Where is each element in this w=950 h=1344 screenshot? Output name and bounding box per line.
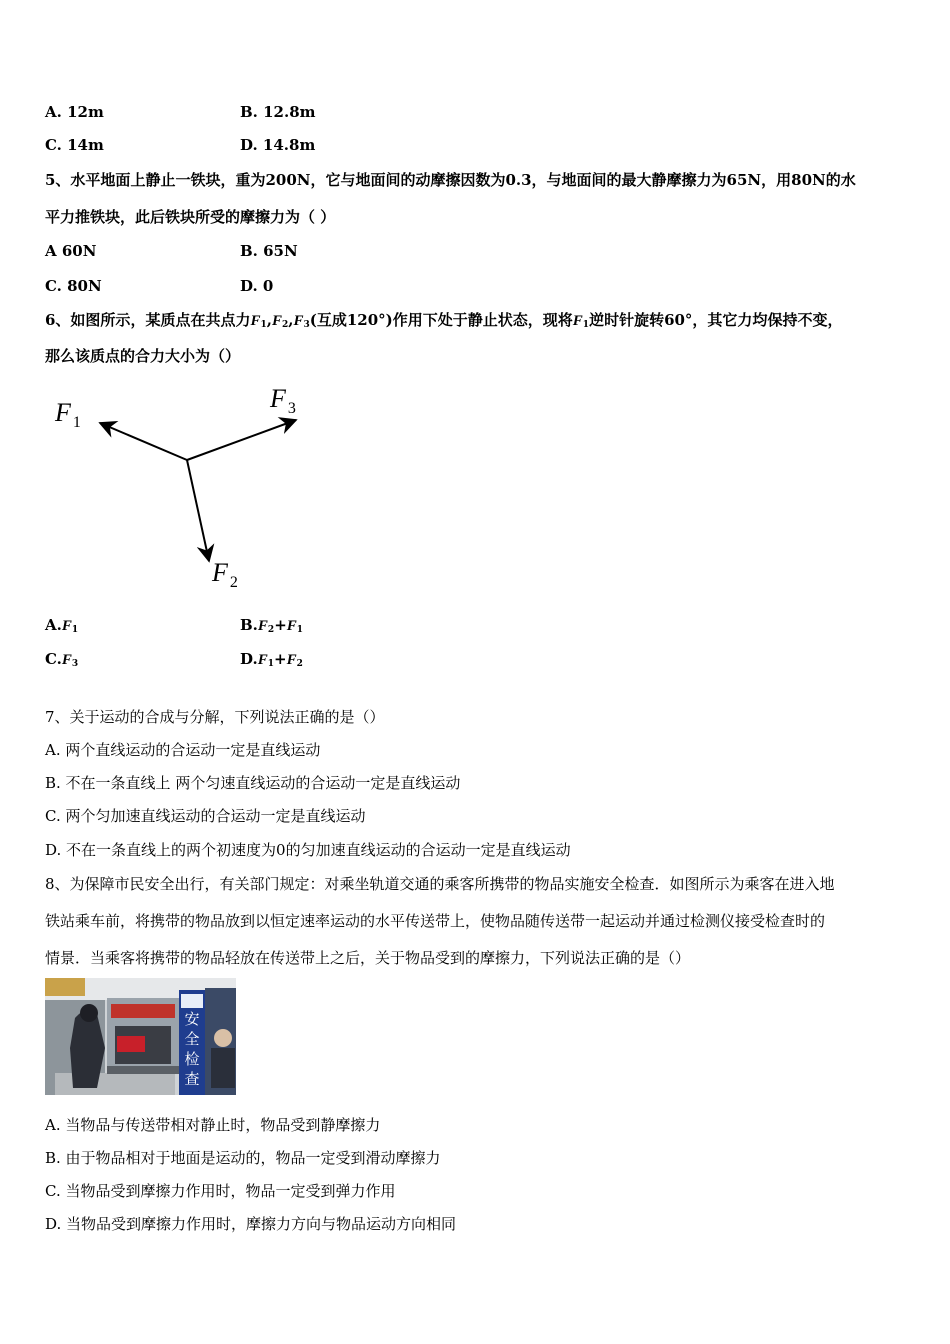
q6-opt-b-plus: + — [274, 616, 287, 634]
q6-opt-b-sub1: 2 — [267, 625, 275, 635]
q6-var-f2: F — [271, 313, 282, 329]
q4-option-d: D. 14.8m — [240, 136, 316, 154]
q6-var-f3: F — [293, 313, 304, 329]
force-arrow-f3 — [187, 420, 296, 460]
q6-sub-1: 1 — [260, 320, 267, 330]
q7-option-a: A. 两个直线运动的合运动一定是直线运动 — [45, 741, 321, 759]
q8-option-c: C. 当物品受到摩擦力作用时，物品一定受到弹力作用 — [45, 1182, 396, 1200]
q5-option-a: A 60N — [45, 242, 97, 260]
q6-opt-b-var1: F — [257, 618, 268, 634]
q5-stem-line1: 5、水平地面上静止一铁块，重为200N，它与地面间的动摩擦因数为0.3，与地面间的最大静摩擦力为65N，用80N的水 — [45, 171, 856, 189]
q7-option-d: D. 不在一条直线上的两个初速度为0的匀加速直线运动的合运动一定是直线运动 — [45, 841, 571, 859]
q6-opt-d-prefix: D. — [240, 650, 258, 668]
q6-opt-c-prefix: C. — [45, 650, 62, 668]
q8-stem-line3: 情景．当乘客将携带的物品轻放在传送带上之后，关于物品受到的摩擦力，下列说法正确的是（） — [45, 949, 691, 967]
q5-stem-line2: 平力推铁块，此后铁块所受的摩擦力为（ ） — [45, 208, 336, 226]
q6-option-c — [45, 649, 78, 674]
q6-opt-a-prefix: A. — [45, 616, 62, 634]
security-check-photo — [45, 978, 236, 1095]
q8-option-b: B. 由于物品相对于地面是运动的，物品一定受到滑动摩擦力 — [45, 1149, 441, 1167]
q6-opt-b-prefix: B. — [240, 616, 258, 634]
q6-opt-d-plus: + — [273, 650, 287, 668]
q8-option-d: D. 当物品受到摩擦力作用时，摩擦力方向与物品运动方向相同 — [45, 1215, 457, 1233]
q8-stem-line1: 8、为保障市民安全出行，有关部门规定：对乘坐轨道交通的乘客所携带的物品实施安全检查．如图所示为乘客在进入地 — [45, 875, 835, 893]
q4-option-b: B. 12.8m — [240, 103, 316, 121]
label-f3: F $_3$ — [270, 384, 296, 417]
q6-var-f1: F — [250, 313, 261, 329]
q6-var-f1b: F — [572, 313, 583, 329]
q6-stem-text-b: (互成120°)作用下处于静止状态，现将 — [309, 311, 573, 329]
label-f1: F $_1$ — [55, 398, 81, 431]
q6-stem-text-c: 逆时针旋转60°，其它力均保持不变， — [589, 311, 843, 329]
q6-opt-b-var2: F — [286, 618, 297, 634]
photo-sign-char: 检 — [184, 1050, 200, 1068]
photo-sign-char: 查 — [184, 1070, 200, 1088]
q6-opt-d-var2: F — [286, 652, 297, 668]
q6-opt-c-sub: 3 — [71, 659, 79, 669]
q6-opt-b-sub2: 1 — [296, 625, 304, 635]
q6-opt-a-sub: 1 — [71, 625, 79, 635]
q6-stem-line2: 那么该质点的合力大小为（） — [45, 347, 241, 365]
q6-opt-a-var: F — [61, 618, 72, 634]
photo-sign-char: 全 — [184, 1030, 200, 1048]
q6-opt-c-var: F — [61, 652, 72, 668]
q6-opt-d-var1: F — [257, 652, 268, 668]
q7-option-b: B. 不在一条直线上 两个匀速直线运动的合运动一定是直线运动 — [45, 774, 461, 792]
q7-option-c: C. 两个匀加速直线运动的合运动一定是直线运动 — [45, 807, 366, 825]
label-f2: F $_2$ — [212, 558, 238, 591]
q6-stem-text-a: 6、如图所示，某质点在共点力 — [45, 311, 251, 329]
q6-option-a — [45, 615, 78, 640]
q8-stem-line2: 铁站乘车前，将携带的物品放到以恒定速率运动的水平传送带上，使物品随传送带一起运动并通过检测仪接受检查时的 — [45, 912, 826, 930]
q4-option-c: C. 14m — [45, 136, 104, 154]
q6-sub-2: 2 — [281, 320, 289, 330]
q6-option-d — [240, 649, 303, 674]
security-check-photo-drawing — [45, 978, 236, 1095]
q6-opt-d-sub2: 2 — [296, 659, 303, 669]
q5-option-d: D. 0 — [240, 277, 274, 295]
q5-option-b: B. 65N — [240, 242, 298, 260]
q8-option-a: A. 当物品与传送带相对静止时，物品受到静摩擦力 — [45, 1116, 381, 1134]
q6-sub-1b: 1 — [582, 320, 590, 330]
q6-sub-3: 3 — [303, 320, 310, 330]
q6-comma: , — [288, 311, 294, 329]
q6-opt-d-sub1: 1 — [267, 659, 274, 669]
force-diagram — [40, 375, 320, 595]
force-arrow-f1 — [100, 423, 187, 460]
q7-stem: 7、关于运动的合成与分解，下列说法正确的是（） — [45, 708, 385, 726]
q6-comma: , — [266, 311, 272, 329]
q5-option-c: C. 80N — [45, 277, 102, 295]
q4-option-a: A. 12m — [45, 103, 104, 121]
photo-sign-char: 安 — [184, 1010, 200, 1028]
force-arrow-f2 — [187, 460, 209, 561]
q6-option-b — [240, 615, 303, 640]
q6-stem-line1 — [45, 310, 842, 335]
